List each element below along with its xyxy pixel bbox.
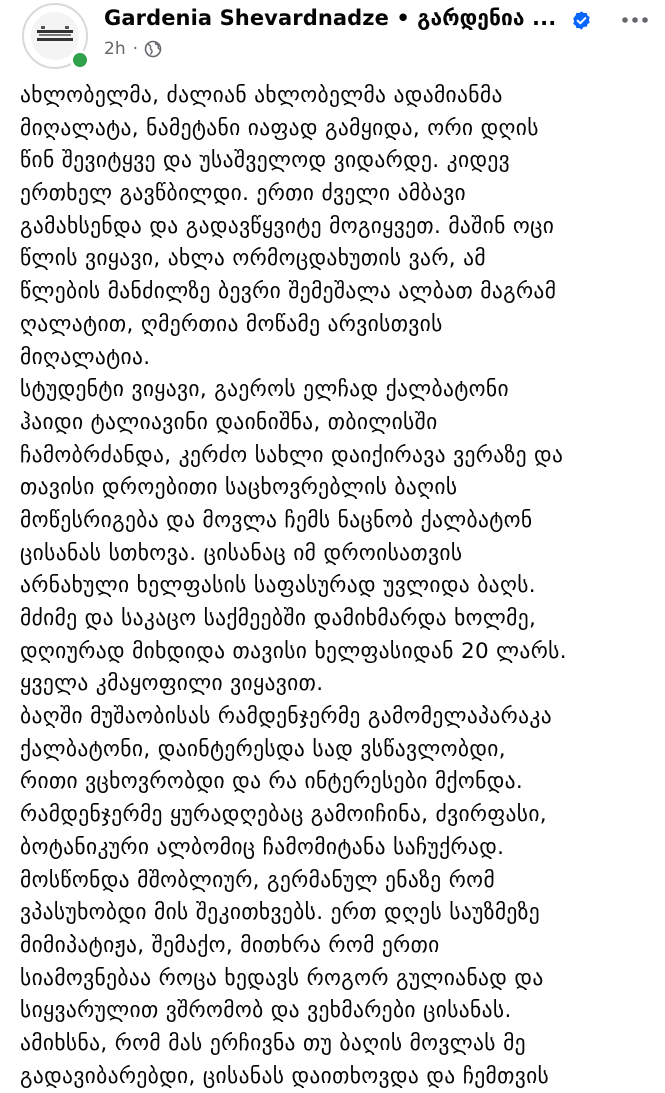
more-options-icon[interactable] bbox=[620, 10, 650, 30]
post-text-line: ჰაიდი ტალიავინი დაინიშნა, თბილისში bbox=[20, 409, 438, 435]
profile-avatar[interactable] bbox=[22, 3, 92, 73]
post-text-line: თავისი დროებითი საცხოვრებლის ბაღის bbox=[20, 475, 458, 501]
post-text-line: ყველა კმაყოფილი ვიყავით. bbox=[20, 671, 324, 697]
globe-icon[interactable] bbox=[144, 40, 162, 58]
post-text-line: მიმიპატიჟა, შემაქო, მითხრა რომ ერთი bbox=[20, 932, 440, 958]
post-meta bbox=[104, 38, 162, 60]
post-text-line: გადავიბარებდი, ცისანას დაითხოვდა და ჩემთვის bbox=[20, 1063, 550, 1089]
post-text-line: ახლობელმა, ძალიან ახლობელმა ადამიანმა bbox=[20, 83, 503, 108]
post-text-line: ჩამობრძანდა, კერძო სახლი დაიქირავა ვერაზე და bbox=[20, 442, 564, 468]
post-body bbox=[20, 80, 648, 1093]
post-text-line: ცისანას სთხოვა. ცისანაც იმ დროისათვის bbox=[20, 540, 463, 566]
post-text-line: ქალბატონი, დაინტერესდა სად ვსწავლობდი, bbox=[20, 736, 506, 762]
post-text-line: არნახული ხელფასის საფასურად უვლიდა ბაღს. bbox=[20, 573, 536, 599]
post-text-line: წლების მანძილზე ბევრი შემეშალა ალბათ მაგრამ bbox=[20, 279, 557, 305]
post-text-line: დღიურად მიხდიდა თავისი ხელფასიდან 20 ლარს. bbox=[20, 638, 567, 664]
post-text-line: ღალატით, ღმერთია მოწამე არვისთვის bbox=[20, 311, 443, 337]
post-text-line: მიღალატა, ნამეტანი იაფად გამყიდა, ორი დღის bbox=[20, 115, 539, 141]
post-text-line: ბაღში მუშაობისას რამდენჯერმე გამომელაპარაკა bbox=[20, 704, 553, 730]
post-text-line: მოწესრიგება და მოვლა ჩემს ნაცნობ ქალბატონ bbox=[20, 507, 533, 533]
post-text-line: ვპასუხობდი მის შეკითხვებს. ერთ დღეს საუზმეზე bbox=[20, 900, 541, 926]
online-status-indicator bbox=[70, 50, 90, 70]
post-text-line: სტუდენტი ვიყავი, გაეროს ელჩად ქალბატონი bbox=[20, 377, 509, 403]
post-text-line: გამახსენდა და გადავწყვიტე მოგიყვეთ. მაშინ ოცი bbox=[20, 213, 555, 239]
verified-badge-icon bbox=[571, 10, 592, 31]
post-text-line: რითი ვცხოვრობდი და რა ინტერესები მქონდა. bbox=[20, 769, 524, 795]
post-text-line: სიამოვნებაა როცა ხედავს როგორ გულიანად და bbox=[20, 965, 544, 991]
author-name[interactable]: Gardenia Shevardnadze • გარდენია ... bbox=[104, 6, 557, 30]
post-timestamp[interactable]: 2h bbox=[104, 39, 126, 59]
post-text-line: მძიმე და საკაცო საქმეებში დამიხმარდა ხოლმე, bbox=[20, 606, 537, 631]
post-text-line: მიღალატია. bbox=[20, 344, 151, 370]
post-header bbox=[0, 0, 665, 80]
post-text-line: ერთხელ გავწბილდი. ერთი ძველი ამბავი bbox=[20, 181, 467, 207]
post-text-line: რამდენჯერმე ყურადღებაც გამოიჩინა, ძვირფასი, bbox=[20, 802, 547, 828]
post-text-line: წლის ვიყავი, ახლა ორმოცდახუთის ვარ, ამ bbox=[20, 246, 486, 272]
post-text-line: სიყვარულით ვშრომობ და ვეხმარები ცისანას. bbox=[20, 998, 512, 1024]
post-text-line: ამიხსნა, რომ მას ერჩივნა თუ ბაღის მოვლას მე bbox=[20, 1030, 526, 1056]
meta-separator: · bbox=[132, 39, 138, 59]
post-text-line: წინ შევიტყვე და უსაშველოდ ვიდარდე. კიდევ bbox=[20, 148, 511, 174]
post-text-line: მოსწონდა მშობლიურ, გერმანულ ენაზე რომ bbox=[20, 867, 496, 893]
post-text-line: ბოტანიკური ალბომიც ჩამომიტანა საჩუქრად. bbox=[20, 834, 505, 860]
